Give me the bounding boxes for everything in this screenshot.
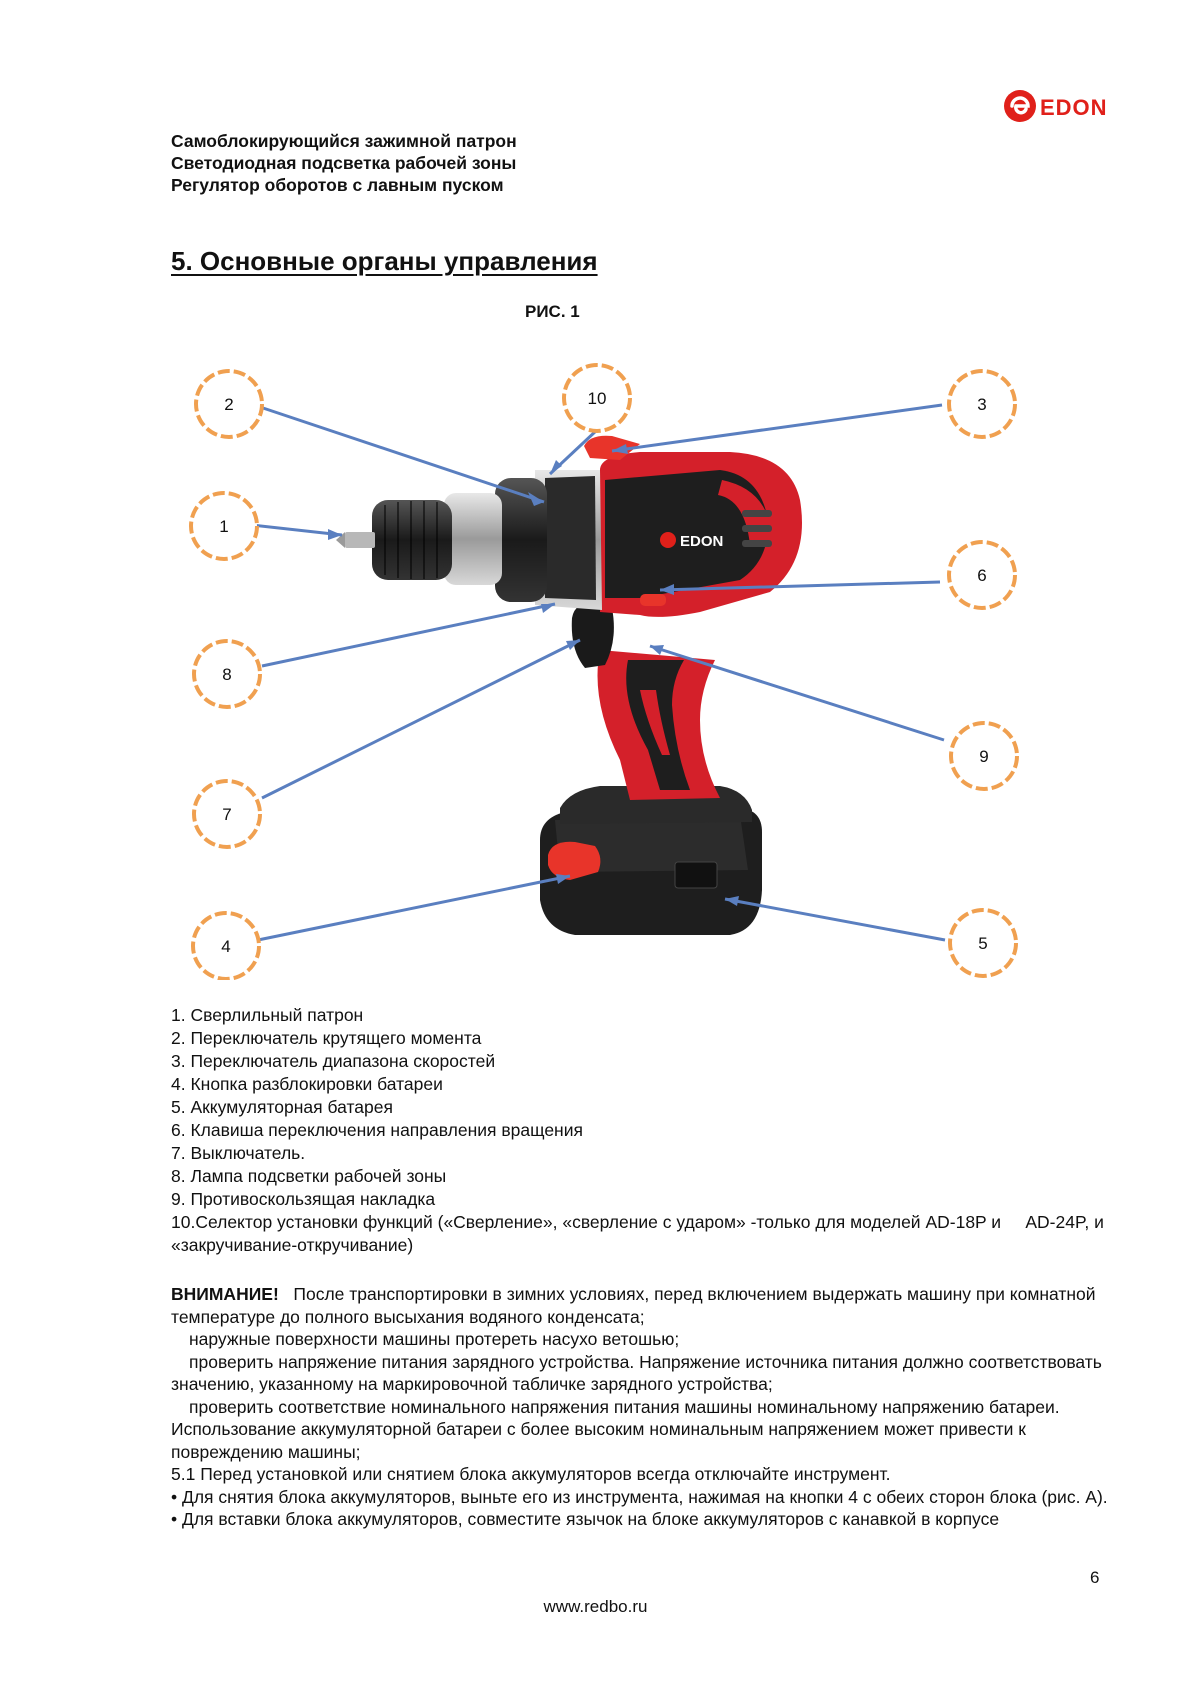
callout-number: 3 (977, 395, 987, 414)
page-number: 6 (1090, 1568, 1100, 1587)
warning-line: наружные поверхности машины протереть насухо ветошью; (189, 1329, 680, 1349)
callout-number: 6 (977, 566, 987, 585)
torque-collar-icon (495, 478, 547, 602)
callout-number: 10 (587, 389, 607, 408)
warning-line: проверить напряжение питания зарядного устройства. Напряжение источника питания должно соответствовать значению, указанному на маркировочной табличке зарядного устройства; (171, 1351, 1102, 1394)
direction-switch-icon (640, 594, 666, 606)
feature-item: Самоблокирующийся зажимной патрон (171, 131, 517, 151)
parts-list-item: 9. Противоскользящая накладка (171, 1189, 436, 1209)
parts-list (171, 1004, 1131, 1257)
callout-8 (194, 641, 260, 707)
drill-illustration (336, 436, 802, 935)
callout-number: 2 (224, 395, 234, 414)
callout-number: 1 (219, 517, 229, 536)
callout-10 (564, 365, 630, 431)
parts-list-item: 8. Лампа подсветки рабочей зоны (171, 1166, 447, 1186)
callout-3 (949, 371, 1015, 437)
callout-number: 9 (979, 747, 989, 766)
section-title: 5. Основные органы управления (171, 246, 598, 276)
callout-number: 4 (221, 937, 231, 956)
parts-list-item: 10.Селектор установки функций («Сверление», «сверление с ударом» -только для моделей AD-18P и AD-24P, и «закручивание-откручивание) (171, 1212, 1109, 1255)
brand-logo (1002, 86, 1112, 126)
parts-list-item: 4. Кнопка разблокировки батареи (171, 1074, 443, 1094)
warning-title: ВНИМАНИЕ! (171, 1284, 279, 1304)
callout-number: 8 (222, 665, 232, 684)
parts-list-item: 5. Аккумуляторная батарея (171, 1097, 393, 1117)
warning-intro: После транспортировки в зимних условиях, перед включением выдержать машину при комнатной температуре до полного высыхания водяного конденсата; (171, 1284, 1096, 1327)
callout-9 (951, 723, 1017, 789)
parts-list-item: 2. Переключатель крутящего момента (171, 1028, 482, 1048)
feature-list (171, 130, 517, 196)
svg-text:EDON: EDON (1040, 95, 1108, 120)
callout-number: 7 (222, 805, 232, 824)
parts-list-item: 1. Сверлильный патрон (171, 1005, 364, 1025)
feature-item: Светодиодная подсветка рабочей зоны (171, 153, 517, 173)
parts-list-item: 7. Выключатель. (171, 1143, 306, 1163)
warning-line: проверить соответствие номинального напряжения питания машины номинальному напряжению батареи. Использование аккумуляторной батареи с более высоким номинальным напряжением может привести к повреждению машины; (171, 1396, 1060, 1462)
feature-item: Регулятор оборотов с лавным пуском (171, 175, 504, 195)
warning-section (171, 1283, 1126, 1531)
callout-6 (949, 542, 1015, 608)
callout-2 (196, 371, 262, 437)
callout-4 (193, 913, 259, 979)
figure-label: РИС. 1 (525, 302, 580, 321)
callout-7 (194, 781, 260, 847)
parts-list-item: 3. Переключатель диапазона скоростей (171, 1051, 496, 1071)
footer-url: www.redbo.ru (543, 1597, 648, 1616)
bullet-item: • Для снятия блока аккумуляторов, выньте его из инструмента, нажимая на кнопки 4 с обеих сторон блока (рис. А). (171, 1486, 1108, 1507)
callout-number: 5 (978, 934, 988, 953)
callout-5 (950, 910, 1016, 976)
callout-1 (191, 493, 257, 559)
bullet-item: • Для вставки блока аккумуляторов, совместите язычок на блоке аккумуляторов с канавкой в корпусе (171, 1509, 1000, 1529)
drill-figure (0, 360, 1191, 980)
parts-list-item: 6. Клавиша переключения направления вращения (171, 1120, 583, 1140)
drill-logo-text: EDON (680, 533, 724, 550)
section-5-1: 5.1 Перед установкой или снятием блока аккумуляторов всегда отключайте инструмент. (171, 1464, 891, 1484)
